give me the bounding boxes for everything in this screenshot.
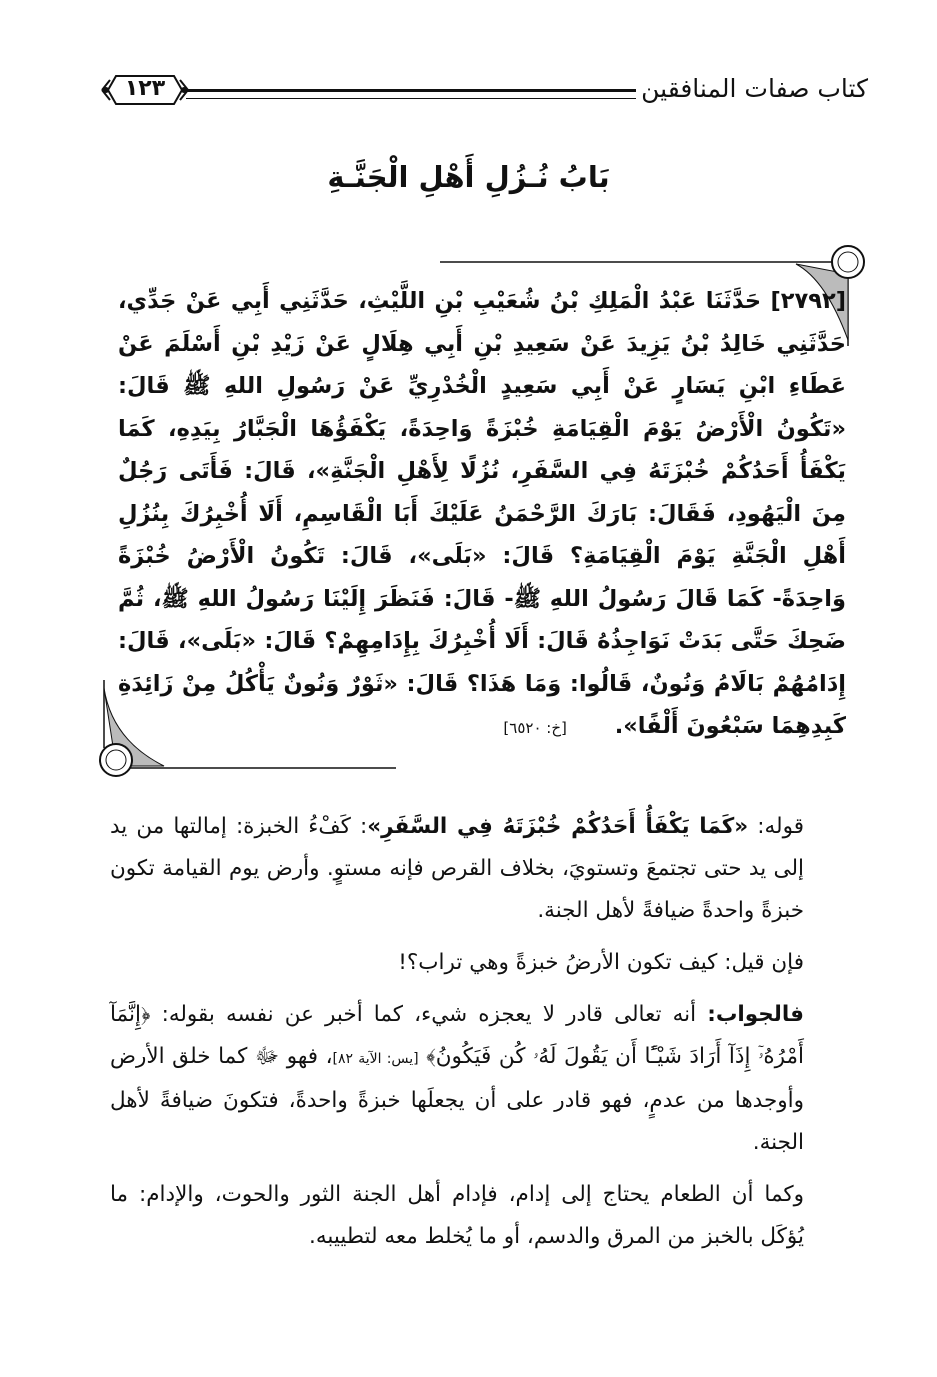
running-header [100,68,868,118]
quran-reference: [يس: الآية ٨٢] [332,1051,419,1067]
commentary-explanation: : كَفْءُ الخبزة: إمالتها من يد إلى يد حتى تجتمعَ وتستويَ، بخلاف القرص فإنه مستوٍ. وأرض يوم القيامة تكون خبزةً واحدةً ضيافةً لأهل الجنة. [110,814,804,923]
page-number: ١٢٣ [124,76,166,101]
chapter-heading: بَابُ نُـزُلِ أَهْلِ الْجَنَّـةِ [327,160,610,194]
commentary-paragraph-4: وكما أن الطعام يحتاج إلى إدام، فإدام أهل الجنة الثور والحوت، والإدام: ما يُؤكَل بالخبز من المرق والدسم، أو ما يُخلط معه لتطييبه. [110,1182,804,1249]
hadith-text [118,280,846,750]
page-number-frame [100,70,190,110]
book-title: كتاب صفات المنافقين [641,74,868,103]
header-rule [186,89,636,99]
commentary-quote: «كَمَا يَكْفَأُ أَحَدُكُمْ خُبْزَتَهُ فِي السَّفَرِ» [367,814,749,839]
answer-lead: فالجواب: [707,1002,804,1027]
answer-text-a: أنه تعالى قادر لا يعجزه شيء، كما أخبر عن نفسه بقوله: ﴿إِنَّمَآ أَمْرُهُۥٓ إِذَآ أَرَادَ شَيْـًٔا أَن يَقُولَ لَهُۥ كُن فَيَكُونُ﴾ [110,1002,804,1069]
hadith-reference: [خ: ٦٥٢٠] [503,719,567,737]
answer-text-b: ، فهو ﷻ كما خلق الأرض وأوجدها من عدمٍ، فهو قادر على أن يجعلَها خبزةً واحدةً، فتكونَ ضيافةً لأهل الجنة. [110,1044,804,1155]
commentary-paragraph-2: فإن قيل: كيف تكون الأرضُ خبزةً وهي تراب؟! [398,950,804,975]
commentary [110,806,844,1258]
hadith-body: [٢٧٩٢] حَدَّثَنَا عَبْدُ الْمَلِكِ بْنُ شُعَيْبِ بْنِ اللَّيْثِ، حَدَّثَنِي أَبِي عَنْ جَدِّي، حَدَّثَنِي خَالِدُ بْنُ يَزِيدَ عَنْ سَعِيدِ بْنِ أَبِي هِلَالٍ عَنْ زَيْدِ بْنِ أَسْلَمَ عَنْ عَطَاءِ ابْنِ يَسَارٍ عَنْ أَبِي سَعِيدٍ الْخُدْرِيِّ عَنْ رَسُولِ اللهِ ﷺ قَالَ: «تَكُونُ الْأَرْضُ يَوْمَ الْقِيَامَةِ خُبْزَةً وَاحِدَةً، يَكْفَؤُهَا الْجَبَّارُ بِيَدِهِ، كَمَا يَكْفَأُ أَحَدُكُمْ خُبْزَتَهُ فِي السَّفَرِ، نُزُلًا لِأَهْلِ الْجَنَّةِ»، قَالَ: فَأَتَى رَجُلٌ مِنَ الْيَهُودِ، فَقَالَ: بَارَكَ الرَّحْمَنُ عَلَيْكَ أَبَا الْقَاسِمِ، أَلَا أُخْبِرُكَ بِنُزُلِ أَهْلِ الْجَنَّةِ يَوْمَ الْقِيَامَةِ؟ قَالَ: «بَلَى»، قَالَ: تَكُونُ الْأَرْضُ خُبْزَةً وَاحِدَةً- كَمَا قَالَ رَسُولُ اللهِ ﷺ- قَالَ: فَنَظَرَ إِلَيْنَا رَسُولُ اللهِ ﷺ، ثُمَّ ضَحِكَ حَتَّى بَدَتْ نَوَاجِذُهُ قَالَ: أَلَا أُخْبِرُكَ بِإِدَامِهِمْ؟ قَالَ: «بَلَى»، قَالَ: إِدَامُهُمْ بَالَامُ وَنُونٌ، قَالُوا: وَمَا هَذَا؟ قَالَ: «ثَوْرٌ وَنُونٌ يَأْكُلُ مِنْ زَائِدَةِ كَبِدِهِمَا سَبْعُونَ أَلْفًا». [118,288,846,739]
commentary-paragraph-3 [110,994,844,1164]
commentary-paragraph-1 [110,806,844,932]
commentary-lead: قوله: [748,814,804,839]
